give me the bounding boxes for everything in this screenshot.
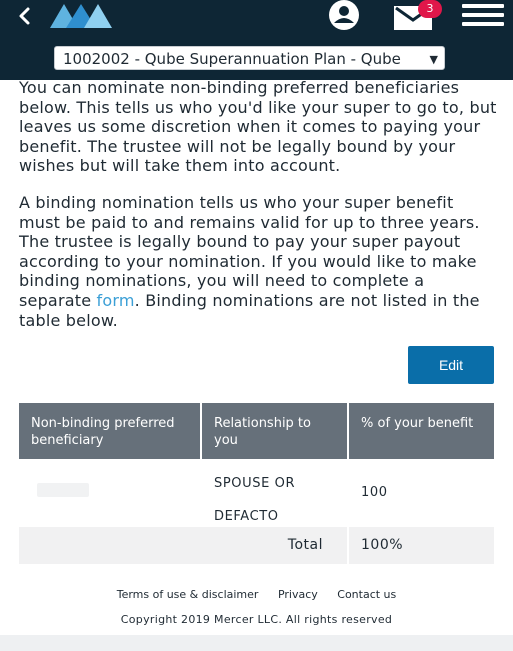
total-label: Total bbox=[19, 527, 349, 564]
binding-description bbox=[19, 193, 497, 330]
beneficiary-name bbox=[37, 483, 89, 497]
relationship-cell: SPOUSE OR DEFACTO bbox=[202, 459, 349, 527]
logo-icon[interactable] bbox=[48, 0, 114, 32]
percent-cell: 100 bbox=[349, 459, 494, 527]
back-arrow-icon[interactable] bbox=[14, 3, 36, 29]
column-header-relationship: Relationship to you bbox=[202, 403, 349, 459]
footer-links bbox=[0, 588, 513, 601]
privacy-link[interactable]: Privacy bbox=[277, 588, 318, 601]
copyright-text: Copyright 2019 Mercer LLC. All rights reserved bbox=[120, 613, 393, 626]
top-navigation-bar bbox=[0, 0, 513, 80]
table-header-row bbox=[19, 403, 494, 459]
plan-selector-dropdown[interactable] bbox=[54, 46, 445, 70]
total-value: 100% bbox=[361, 537, 404, 553]
contact-link[interactable]: Contact us bbox=[337, 588, 397, 601]
profile-icon[interactable] bbox=[323, 0, 365, 32]
chevron-down-icon: ▼ bbox=[428, 49, 438, 70]
beneficiary-name-cell bbox=[19, 459, 202, 527]
binding-description-text-end: . Binding nominations are not listed in the table below. bbox=[19, 290, 480, 330]
terms-link[interactable]: Terms of use & disclaimer bbox=[116, 588, 259, 601]
notification-badge: 3 bbox=[418, 0, 442, 18]
non-binding-description: You can nominate non-binding preferred beneficiaries below. This tells us who you'd like your super to go to, but leaves us some discretion when it comes to paying your benefit. The trustee will not be legally bound by your wishes but will take them into account. bbox=[19, 78, 497, 176]
edit-button[interactable]: Edit bbox=[408, 346, 494, 384]
hamburger-menu-icon[interactable] bbox=[462, 4, 504, 30]
bottom-strip bbox=[0, 635, 513, 651]
table-row bbox=[19, 459, 494, 527]
column-header-beneficiary: Non-binding preferred beneficiary bbox=[19, 403, 202, 459]
column-header-percent: % of your benefit bbox=[361, 416, 474, 431]
beneficiaries-table bbox=[19, 403, 494, 564]
plan-selector-value: 1002002 - Qube Superannuation Plan - Qube bbox=[63, 50, 401, 68]
binding-description-text: A binding nomination tells us who your super benefit must be paid to and remains valid for up to three years. The trustee is legally bound to pay your super payout according to your nomination. If you would like to make binding nominations, you will need to complete a separate bbox=[19, 193, 480, 310]
table-total-row bbox=[19, 527, 494, 564]
binding-nomination-form-link[interactable]: form bbox=[96, 290, 135, 310]
